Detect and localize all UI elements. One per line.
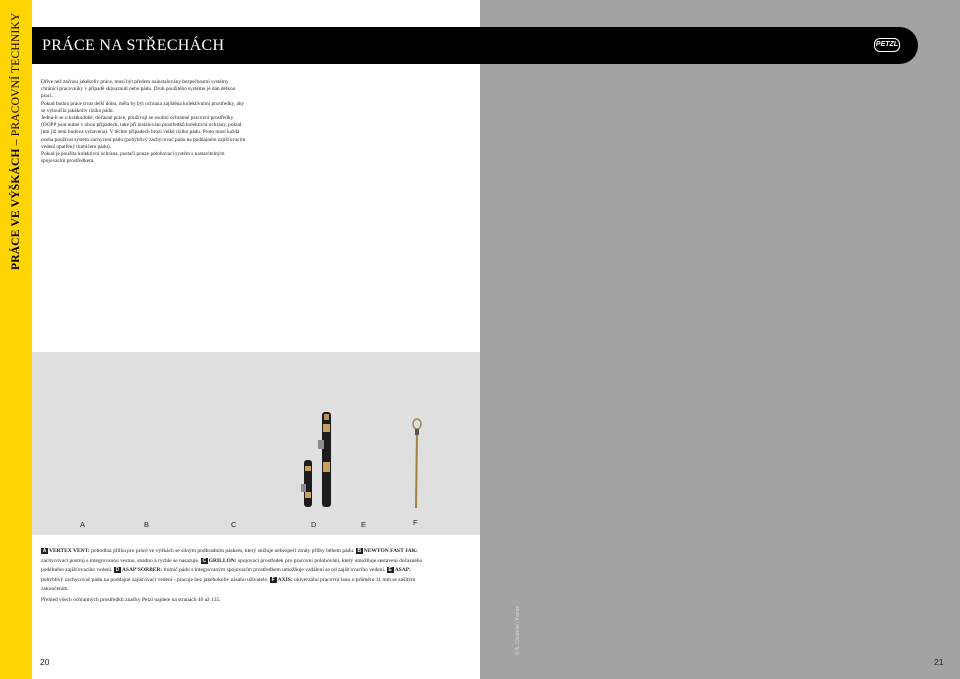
product-description: zachycovací postroj s integrovanou vestou, snadno a rychle se nasazuje. xyxy=(41,557,200,564)
petzl-logo: PETZL xyxy=(874,38,900,52)
product-name: ASAP: xyxy=(394,567,411,574)
asap-sorber-image xyxy=(301,460,312,507)
product-description: spojovací prostředek pro pracovní polohování, který umožňuje sestavení dočasného podélného zajišťovacího vedení. xyxy=(41,557,423,574)
right-page-gray-panel xyxy=(480,0,960,679)
intro-paragraph: Dříve než začnou jakékoliv práce, musí být předem nainstalovány bezpečnostní systémy chránící pracovníky v případě sklouznutí nebo pádu. Druh použitého systému je dán délkou prací. xyxy=(41,79,236,100)
product-label-b: B xyxy=(144,520,150,529)
caption-letter: A xyxy=(42,548,47,554)
header-bar xyxy=(32,27,918,64)
caption-letter: C xyxy=(202,557,207,564)
product-name: VERTEX VENT: xyxy=(49,548,90,554)
section-title-sub: PRACOVNÍ TECHNIKY xyxy=(10,12,22,137)
product-label-a: A xyxy=(80,520,86,529)
page-number-left: 20 xyxy=(40,657,50,667)
section-title-main: PRÁCE VE VÝŠKÁCH xyxy=(10,148,22,270)
product-name: ASAP'SORBER: xyxy=(121,567,163,574)
catalog-reference: Přehled všech ochranných prostředků značky Petzl najdete na stranách 40 až 135. xyxy=(41,597,221,603)
intro-paragraph: Pokud budou práce trvat delší dobu, měla by být ochrana zajištěna kolektivními prostředky, aby se vyloučila jakákoliv rizika pádu. xyxy=(41,100,245,114)
intro-text xyxy=(41,79,246,165)
product-description: pohodlná přilba pro práce ve výškách se silným podbradním páskem, který snižuje nebezpečí ztráty přilby během pádu. xyxy=(89,548,355,554)
vertical-section-title xyxy=(3,10,29,270)
product-label-f: F xyxy=(413,518,418,527)
product-label-d: D xyxy=(311,520,317,529)
product-description: tlumič pádu s integrovaným spojovacím prostředkem umožňuje vzdálení se od zajišťovacího vedení. xyxy=(162,567,386,574)
product-illustrations xyxy=(32,352,480,535)
product-description: pohyblivý zachycovač pádu na poddajné zajišťovací vedení - pracuje bez jakéhokoliv zásahu uživatele. xyxy=(41,576,269,583)
intro-paragraph: Jedná-li se o krátkodobé, dočasné práce, používají se osobní ochranné pracovní prostředky. (OOPP jsou nutné v obou případech, také při instalování prostředků kolektivní ochrany, pokud jimi již není budova vybavena). V těchto případech hrozí velké riziko pádu. Proto musí každá osoba používat systém zachycení pádu (pohyblivý zachycovač pádu na poddajném zajišťovacím vedení opatřený tlumičem pádu). xyxy=(41,115,246,150)
caption-block xyxy=(41,547,426,595)
caption-letter: B xyxy=(357,548,362,554)
section-title-separator: – xyxy=(10,136,22,149)
product-name: AXIS: xyxy=(277,576,293,583)
product-label-c: C xyxy=(231,520,237,529)
photo-credit: © A. Chiabrini / Kairos xyxy=(515,606,521,655)
product-photo-area xyxy=(32,352,480,535)
product-name: GRILLON: xyxy=(208,557,237,564)
caption-letter: F xyxy=(271,576,275,583)
page-title: PRÁCE NA STŘECHÁCH xyxy=(42,37,225,54)
page-number-right: 21 xyxy=(934,657,944,667)
caption-letter: D xyxy=(115,567,120,574)
grillon-lanyard-image xyxy=(318,412,331,507)
product-description: univerzální pracovní lano o průměru 11 mm se zašitým zakončením. xyxy=(41,576,416,593)
caption-letter: E xyxy=(388,567,392,574)
axis-rope-image xyxy=(413,419,421,508)
product-captions xyxy=(41,547,426,595)
product-name: NEWTON FAST JAK: xyxy=(363,548,418,554)
intro-paragraph: Pokud je použita kolektivní ochrana, postačí pouze polohovací systém s nastavitelným spojovacím prostředkem. xyxy=(41,151,225,165)
product-label-e: E xyxy=(361,520,367,529)
